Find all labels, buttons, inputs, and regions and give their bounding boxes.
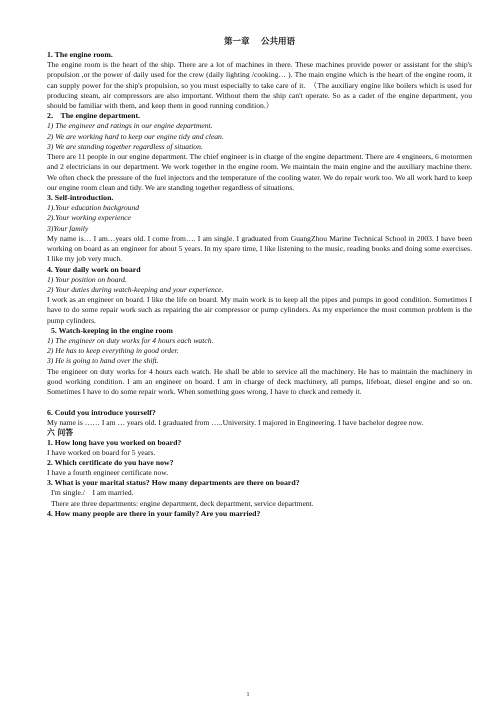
page-number: 1 [246, 692, 250, 698]
section-3-item: 2).Your working experience [47, 213, 131, 223]
section-1-heading: 1. The engine room. [47, 50, 113, 59]
section-4-heading: 4. Your daily work on board [47, 264, 141, 274]
section-2-item: 1) The engineer and ratings in our engine department. [47, 121, 213, 131]
section-4-item: 1) Your position on board. [47, 274, 127, 284]
section-1-body: The engine room is the heart of the ship. There are a lot of machines in there. These machines provide power or assistant for the ship's propulsion ,or the power of daily used for the crew (daily lighting /cooking… ). The main engine which is the heart of the engine room, it can supply power for the ship's propulsion, so you must especially to take care of it. （The auxiliary engine like boilers which is used for producing steam, air compressors are also important. Without them the ship can't operate. So as a cadet of the engine department, you should be familiar with them, and keep them in good running condition.） [47, 60, 472, 111]
section-3-item: 1).Your education background [47, 203, 140, 213]
spacer [47, 398, 472, 408]
section-3-item: 3)Your family [47, 223, 89, 233]
answer-3a: I'm single./ I am married. [51, 488, 134, 498]
question-4: 4. How many people are there in your family? Are you married? [47, 509, 261, 519]
section-3-heading: 3. Self-introduction. [47, 193, 114, 203]
question-1: 1. How long have you worked on board? [47, 437, 182, 447]
document-body [47, 37, 472, 519]
chapter-title: 第一章 公共用语 [224, 37, 295, 47]
section-5-heading: 5. Watch-keeping in the engine room [51, 326, 173, 336]
section-6-body: My name is …… I am … years old. I graduated from …..University. I majored in Engineering. I have bachelor degree now. [47, 417, 424, 427]
section-5-item: 3) He is going to hand over the shift. [47, 356, 159, 366]
section-5-item: 2) He has to keep everything in good order. [47, 346, 179, 356]
qa-heading: 六 问答 [47, 427, 74, 437]
question-3: 3. What is your marital status? How many departments are there on board? [47, 478, 300, 488]
section-3-body: My name is… I am…years old. I come from…. I am single. I graduated from GuangZhou Marine Technical School in 2003. I have been working on board as an engineer for about 5 years. In my spare time, I like listening to the music, reading books and doing some exercises. I like my job very much. [47, 233, 472, 264]
section-2-heading: 2． The engine department. [47, 111, 140, 121]
answer-2: I have a fourth engineer certificate now. [47, 468, 169, 478]
section-2-item: 3) We are standing together regardless of situation. [47, 141, 203, 151]
section-5-item: 1) The engineer on duty works for 4 hours each watch. [47, 336, 214, 346]
question-2: 2. Which certificate do you have now? [47, 458, 174, 468]
answer-1: I have worked on board for 5 years. [47, 447, 156, 457]
answer-3b: There are three departments: engine department, deck department, service department. [51, 498, 314, 508]
section-5-body: The engineer on duty works for 4 hours each watch. He shall be able to service all the machinery. He has to maintain the machinery in good working condition. I am an engineer on board. I am in charge of deck machinery, all pumps, lifeboat, diesel engine and so on. Sometimes I have to do some repair work. When something goes wrong, I have to check and remedy it. [47, 366, 472, 397]
section-4-body: I work as an engineer on board. I like the life on board. My main work is to keep all the pipes and pumps in good condition. Sometimes I have to do some repair work such as repairing the air compressor or pump cylinders. As my experience the most common problem is the pump cylinders. [47, 295, 472, 325]
section-2-body: There are 11 people in our engine department. The chief engineer is in charge of the engine department. There are 4 engineers, 6 motormen and 2 electricians in our department. We work together in the engine room. We maintain the main engine and the auxiliary machine there. We often check the pressure of the fuel injectors and the temperature of the cooling water. We do repair work too. We all work hard to keep our engine room clean and tidy. We are standing together regardless of situations. [47, 152, 472, 192]
section-4-item: 2) Your duties during watch-keeping and your experience. [47, 284, 224, 294]
section-2-item: 2) We are working hard to keep our engine tidy and clean. [47, 131, 224, 141]
section-6-heading: 6. Could you introduce yourself? [47, 407, 156, 417]
